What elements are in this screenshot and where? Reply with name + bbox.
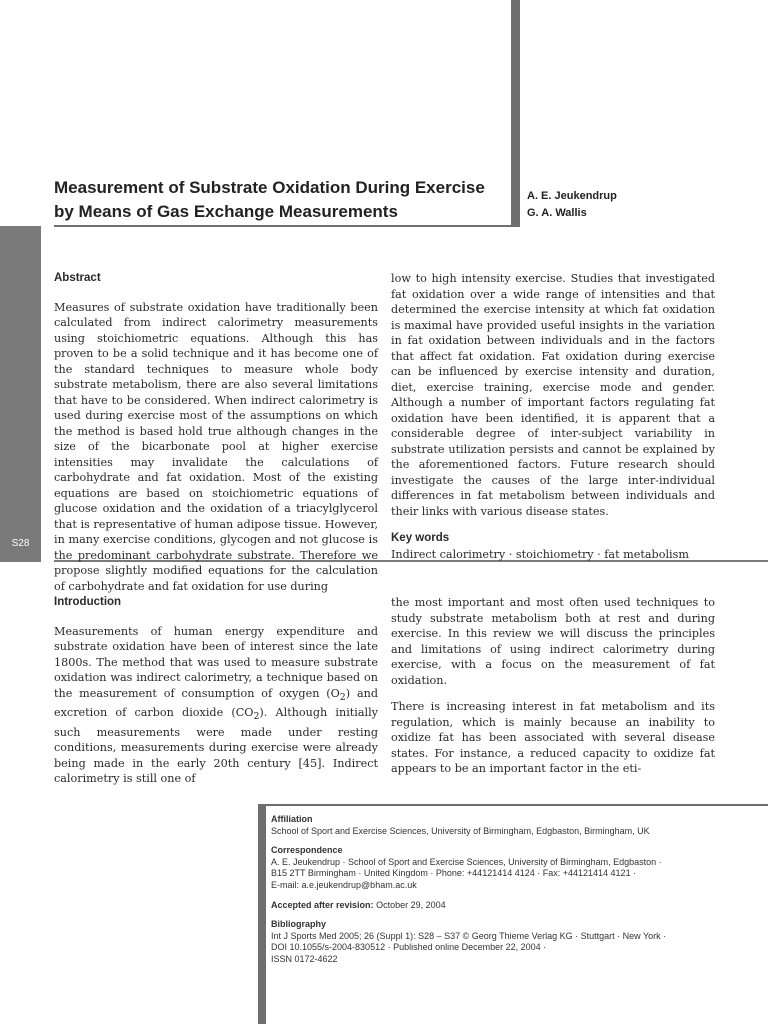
abstract-left-column <box>54 271 378 594</box>
introduction-heading: Introduction <box>54 596 122 608</box>
intro-text-c: ). Although initially such measurements were made under resting conditions, measurements during exercise were already being made in the early 20th century [45]. Indirect calorimetry is still one of <box>54 706 378 786</box>
correspondence-line-2: B15 2TT Birmingham · United Kingdom · Phone: +44121414 4124 · Fax: +44121414 4121 · <box>271 868 637 879</box>
affiliation-text: School of Sport and Exercise Sciences, University of Birmingham, Edgbaston, Birmingham, UK <box>271 825 650 836</box>
affiliation-heading: Affiliation <box>271 814 313 824</box>
affiliation-box-top-rule <box>258 804 768 806</box>
introduction-paragraph-2: the most important and most often used techniques to study substrate metabolism both at rest and during exercise. In this review we will discuss the principles and limitations of using indirect calorimetry during exercise, with a focus on the measurement of fat oxidation. <box>391 596 715 687</box>
abstract-right-column <box>391 271 715 562</box>
author-2: G. A. Wallis <box>527 207 587 219</box>
accepted-label: Accepted after revision: <box>271 899 374 910</box>
affiliation-section <box>271 814 751 837</box>
abstract-text-right: low to high intensity exercise. Studies that investigated fat oxidation over a wide range of intensities and that determined the exercise intensity at which fat oxidation is maximal have provided useful insights in the variation in fat oxidation between individuals and in the factors that affect fat oxidation. Fat oxidation during exercise can be influenced by exercise intensity and duration, diet, exercise training, exercise mode and gender. Although a number of important factors regulating fat oxidation have been identified, it is apparent that a considerable degree of inter-subject variability in substrate utilization persists and cannot be explained by the aforementioned factors. Future research should investigate the causes of the large inter-individual differences in fat metabolism between individuals and their links with various disease states. <box>391 272 715 518</box>
subscript-co2: 2 <box>253 711 260 723</box>
subscript-o2: 2 <box>339 691 346 703</box>
bibliography-issn: ISSN 0172-4622 <box>271 953 338 964</box>
title-line-1: Measurement of Substrate Oxidation During Exercise <box>54 178 485 197</box>
intro-text-b: ) and excretion of carbon dioxide (CO <box>54 686 378 720</box>
bibliography-heading: Bibliography <box>271 919 327 930</box>
authors <box>527 188 617 222</box>
intro-text-a: Measurements of human energy expenditure and substrate oxidation have been of interest since the late 1800s. The method that was used to measure substrate oxidation was indirect calorimetry, a technique based on the measurement of consumption of oxygen (O <box>54 624 378 700</box>
bibliography-section <box>271 919 751 965</box>
bibliography-line-1: Int J Sports Med 2005; 26 (Suppl 1): S28 – S37 © Georg Thieme Verlag KG · Stuttgart · New York · <box>271 930 667 941</box>
page-number: S28 <box>11 538 30 549</box>
keywords-text: Indirect calorimetry · stoichiometry · fat metabolism <box>391 547 689 561</box>
introduction-paragraph-3: There is increasing interest in fat metabolism and its regulation, which is mainly because an inability to oxidize fat has been associated with several disease states. For instance, a reduced capacity to oxidize fat appears to be an important factor in the eti- <box>391 700 715 775</box>
abstract-heading: Abstract <box>54 272 101 284</box>
vertical-rule-top <box>511 0 520 226</box>
correspondence-email[interactable]: E-mail: a.e.jeukendrup@bham.ac.uk <box>271 879 417 890</box>
article-title <box>54 176 504 224</box>
author-1: A. E. Jeukendrup <box>527 190 617 202</box>
keywords-heading: Key words <box>391 532 450 544</box>
accepted-section <box>271 900 751 912</box>
introduction-left-column <box>54 595 378 787</box>
correspondence-section <box>271 845 751 891</box>
article-info-box <box>271 814 751 974</box>
abstract-text-left: Measures of substrate oxidation have traditionally been calculated from indirect calorimetry measurements using stoichiometric equations. Although this has proven to be a solid technique and it has become one of the standard techniques to measure whole body substrate metabolism, there are also several limitations that have to be considered. When indirect calorimetry is used during exercise most of the assumptions on which the method is based hold true although changes in the size of the bicarbonate pool at higher exercise intensities may invalidate the calculations of carbohydrate and fat oxidation. Most of the existing equations are based on stoichiometric equations of glucose oxidation and the oxidation of a triacylglycerol that is representative of human adipose tissue. However, in many exercise conditions, glycogen and not glucose is the predominant carbohydrate substrate. Therefore we propose slightly modified equations for the calculation of carbohydrate and fat oxidation for use during <box>54 300 378 593</box>
bibliography-doi: DOI 10.1055/s-2004-830512 · Published online December 22, 2004 · <box>271 942 547 953</box>
title-underline <box>54 225 520 227</box>
accepted-date: October 29, 2004 <box>376 899 446 910</box>
correspondence-heading: Correspondence <box>271 845 343 856</box>
vertical-rule-bottom <box>258 806 266 1024</box>
correspondence-line-1: A. E. Jeukendrup · School of Sport and Exercise Sciences, University of Birmingham, Edgbaston · <box>271 856 662 867</box>
side-band <box>0 226 41 562</box>
introduction-right-column <box>391 595 715 777</box>
title-line-2: by Means of Gas Exchange Measurements <box>54 202 398 221</box>
introduction-paragraph-1 <box>54 624 378 787</box>
